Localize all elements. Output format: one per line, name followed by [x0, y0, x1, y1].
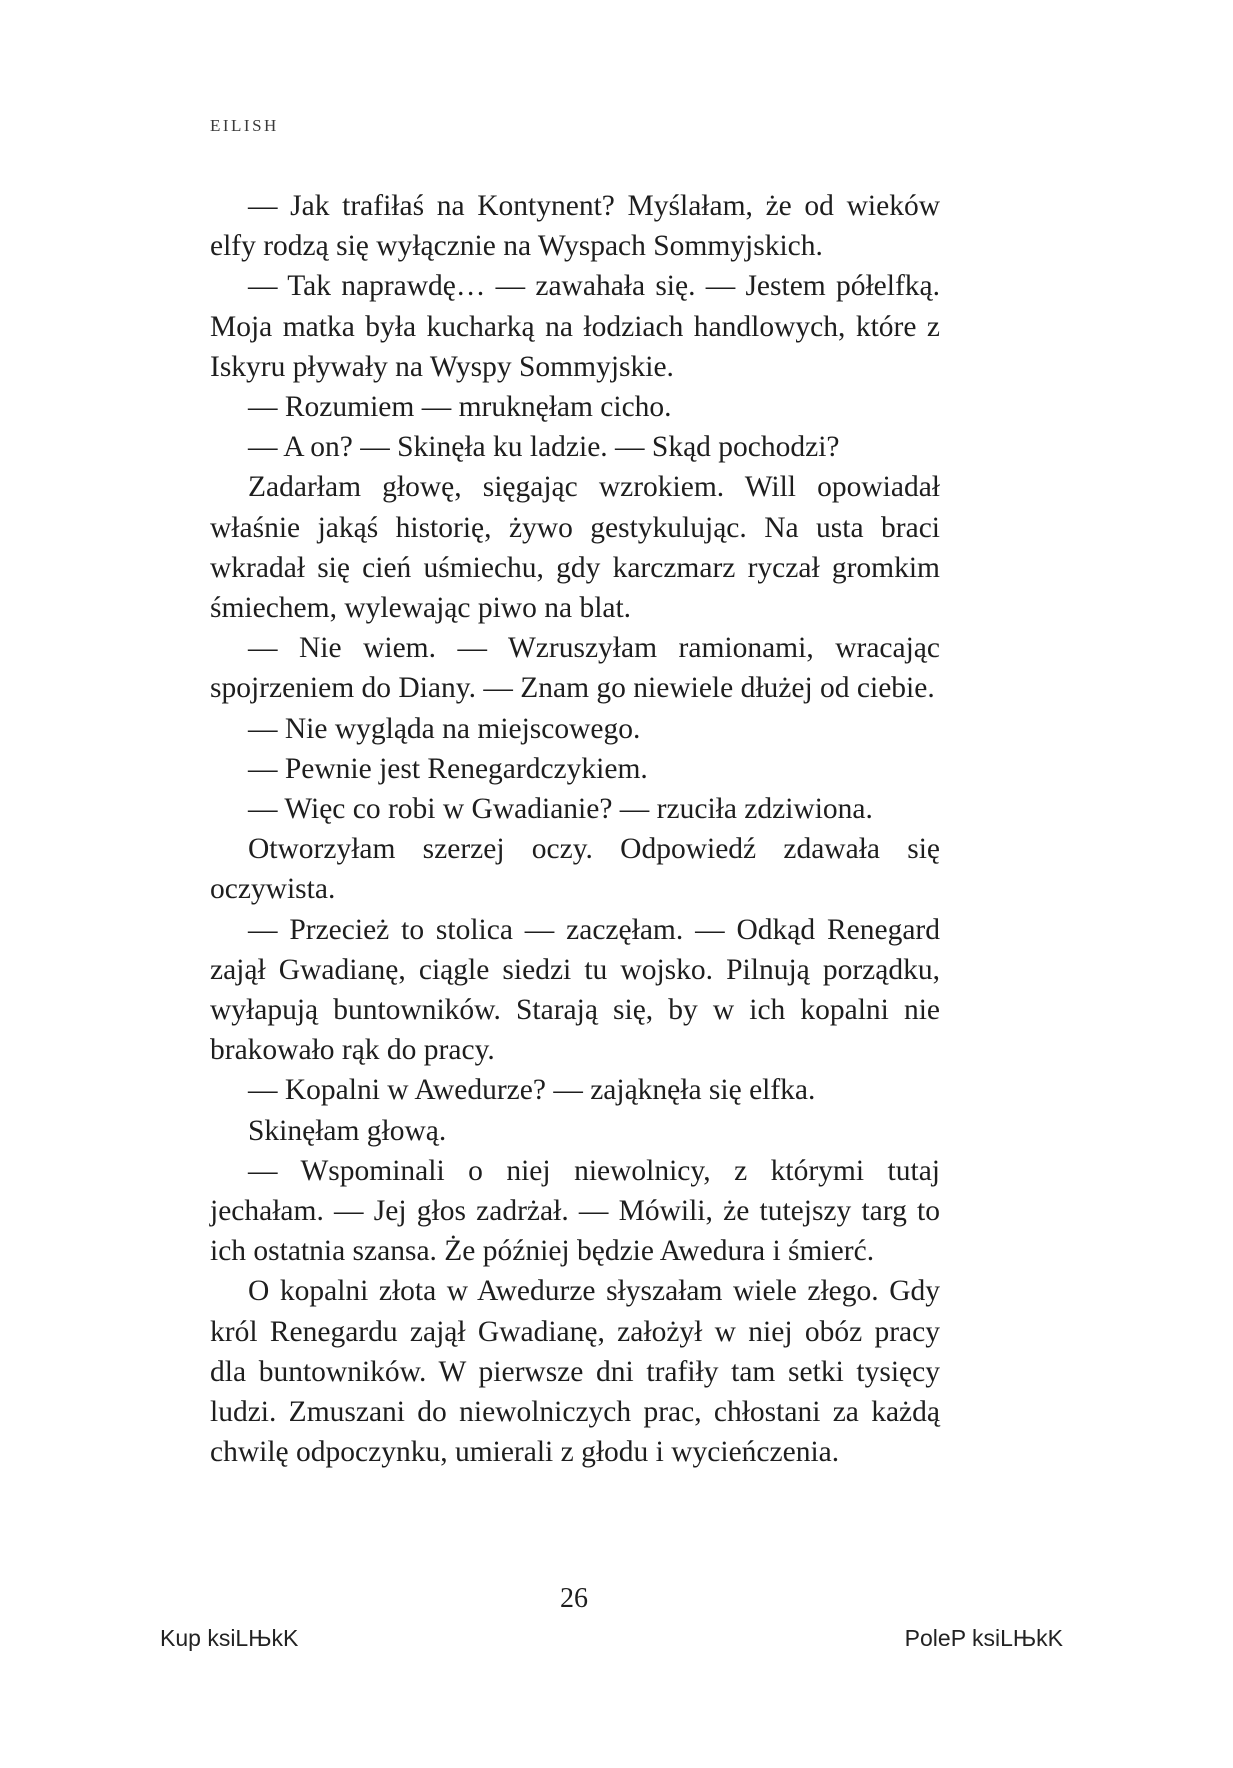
paragraph: Skinęłam głową. — [248, 1114, 447, 1147]
paragraph: — Nie wygląda na miejscowego. — [248, 712, 641, 745]
paragraph: Zadarłam głowę, sięgając wzrokiem. Will opowiadał właśnie jakąś historię, żywo gestykulując. Na usta braci wkradał się cień uśmiechu, gdy karczmarz ryczał gromkim śmiechem, wylewając piwo na blat. — [210, 471, 940, 625]
paragraph: — Nie wiem. — Wzruszyłam ramionami, wracając spojrzeniem do Diany. — Znam go niewiele dłużej od ciebie. — [210, 632, 940, 705]
recommend-book-link[interactable]: PoleP ksiLЊkK — [904, 1625, 1063, 1651]
paragraph: — Rozumiem — mruknęłam cicho. — [248, 391, 672, 424]
paragraph: — Pewnie jest Renegardczykiem. — [248, 752, 648, 785]
body-text — [210, 186, 940, 1473]
buy-book-link[interactable]: Kup ksiLЊkK — [160, 1625, 299, 1651]
paragraph: — Przecież to stolica — zaczęłam. — Odkąd Renegard zajął Gwadianę, ciągle siedzi tu wojsko. Pilnują porządku, wyłapują buntowników. Starają się, by w ich kopalni nie brakowało rąk do pracy. — [210, 913, 940, 1067]
paragraph: Otworzyłam szerzej oczy. Odpowiedź zdawała się oczywista. — [210, 833, 940, 906]
paragraph: — Więc co robi w Gwadianie? — rzuciła zdziwiona. — [248, 793, 873, 826]
paragraph: — A on? — Skinęła ku ladzie. — Skąd pochodzi? — [248, 431, 840, 464]
running-header: EILISH — [210, 116, 279, 135]
paragraph: O kopalni złota w Awedurze słyszałam wiele złego. Gdy król Renegardu zajął Gwadianę, założył w niej obóz pracy dla buntowników. W pierwsze dni trafiły tam setki tysięcy ludzi. Zmuszani do niewolniczych prac, chłostani za każdą chwilę odpoczynku, umierali z głodu i wycieńczenia. — [210, 1275, 940, 1469]
paragraph: — Jak trafiłaś na Kontynent? Myślałam, że od wieków elfy rodzą się wyłącznie na Wyspach Sommyjskich. — [210, 190, 940, 263]
paragraph: — Tak naprawdę… — zawahała się. — Jestem półelfką. Moja matka była kucharką na łodziach handlowych, które z Iskyru pływały na Wyspy Sommyjskie. — [210, 270, 940, 383]
paragraph: — Kopalni w Awedurze? — zająknęła się elfka. — [248, 1074, 816, 1107]
paragraph: — Wspominali o niej niewolnicy, z którymi tutaj jechałam. — Jej głos zadrżał. — Mówili, że tutejszy targ to ich ostatnia szansa. Że później będzie Awedura i śmierć. — [210, 1154, 940, 1268]
page-number: 26 — [560, 1583, 588, 1614]
